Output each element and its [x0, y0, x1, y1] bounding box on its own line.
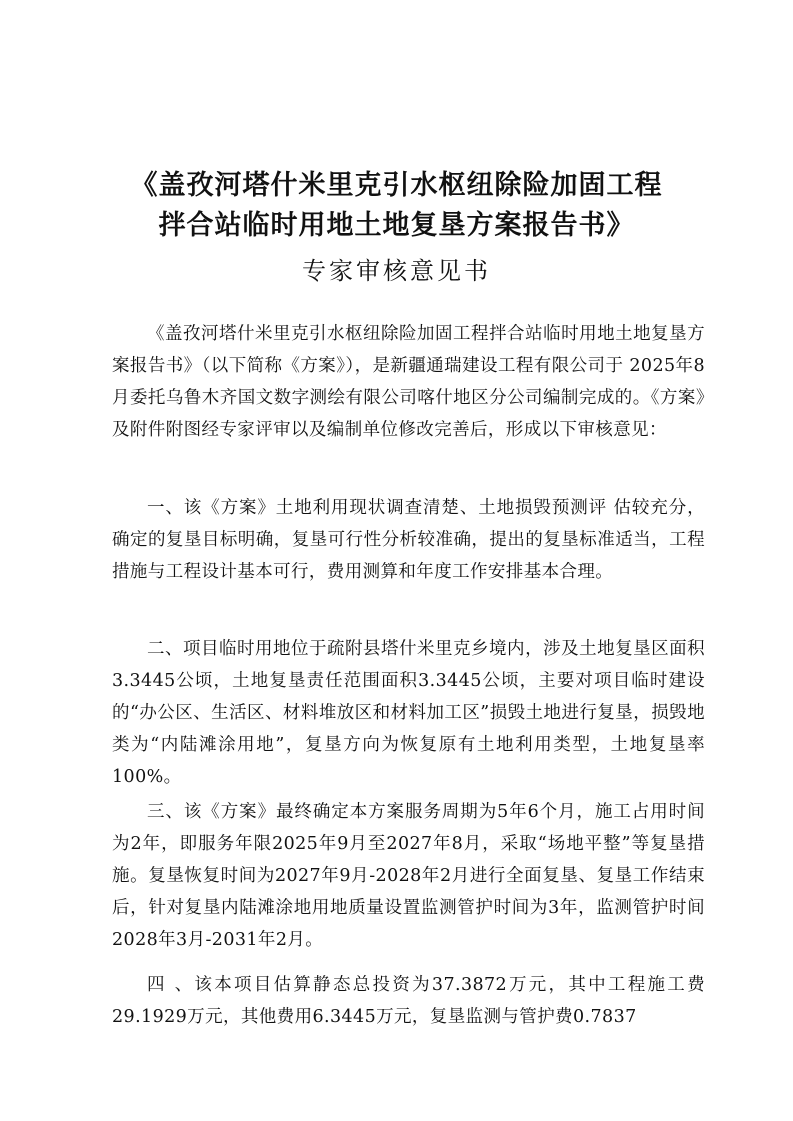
paragraph-opinion-3: 三、该《方案》最终确定本方案服务周期为5年6个月，施工占用时间为2年，即服务年限2025年9月至2027年8月，采取“场地平整”等复垦措施。复垦恢复时间为2027年9月-2028年2月进行全面复垦、复垦工作结束后，针对复垦内陆滩涂地用地质量设置监测管护时间为3年，监测管护时间2028年3月-2031年2月。: [112, 802, 705, 950]
document-title-line2: 拌合站临时用地土地复垦方案报告书》: [158, 210, 635, 241]
paragraph-opinion-1: 一、该《方案》土地利用现状调查清楚、土地损毁预测评 估较充分，确定的复垦目标明确，复垦可行性分析较准确，提出的复垦标准适当，工程措施与工程设计基本可行，费用测算和年度工作安排基本合理。: [112, 498, 705, 582]
paragraph-opinion-2: 二、项目临时用地位于疏附县塔什米里克乡境内，涉及土地复垦区面积 3.3445公顷，土地复垦责任范围面积3.3445公顷，主要对项目临时建设的“办公区、生活区、材料堆放区和材料加工区”损毁土地进行复垦，损毁地类为“内陆滩涂用地”，复垦方向为恢复原有土地利用类型，土地复垦率100%。: [112, 639, 705, 787]
document-title-line1: 《盖孜河塔什米里克引水枢纽除险加固工程: [130, 170, 663, 201]
paragraph-opinion-4: 四 、该本项目估算静态总投资为37.3872万元，其中工程施工费29.1929万元，其他费用6.3445万元，复垦监测与管护费0.7837: [112, 975, 705, 1027]
paragraph-intro: 《盖孜河塔什米里克引水枢纽除险加固工程拌合站临时用地土地复垦方案报告书》（以下简称《方案》），是新疆通瑞建设工程有限公司于 2025年8月委托乌鲁木齐国文数字测绘有限公司喀什地区分公司编制完成的。《方案》及附件附图经专家评审以及编制单位修改完善后，形成以下审核意见：: [112, 324, 705, 440]
document-subtitle: 专家审核意见书: [302, 257, 491, 285]
